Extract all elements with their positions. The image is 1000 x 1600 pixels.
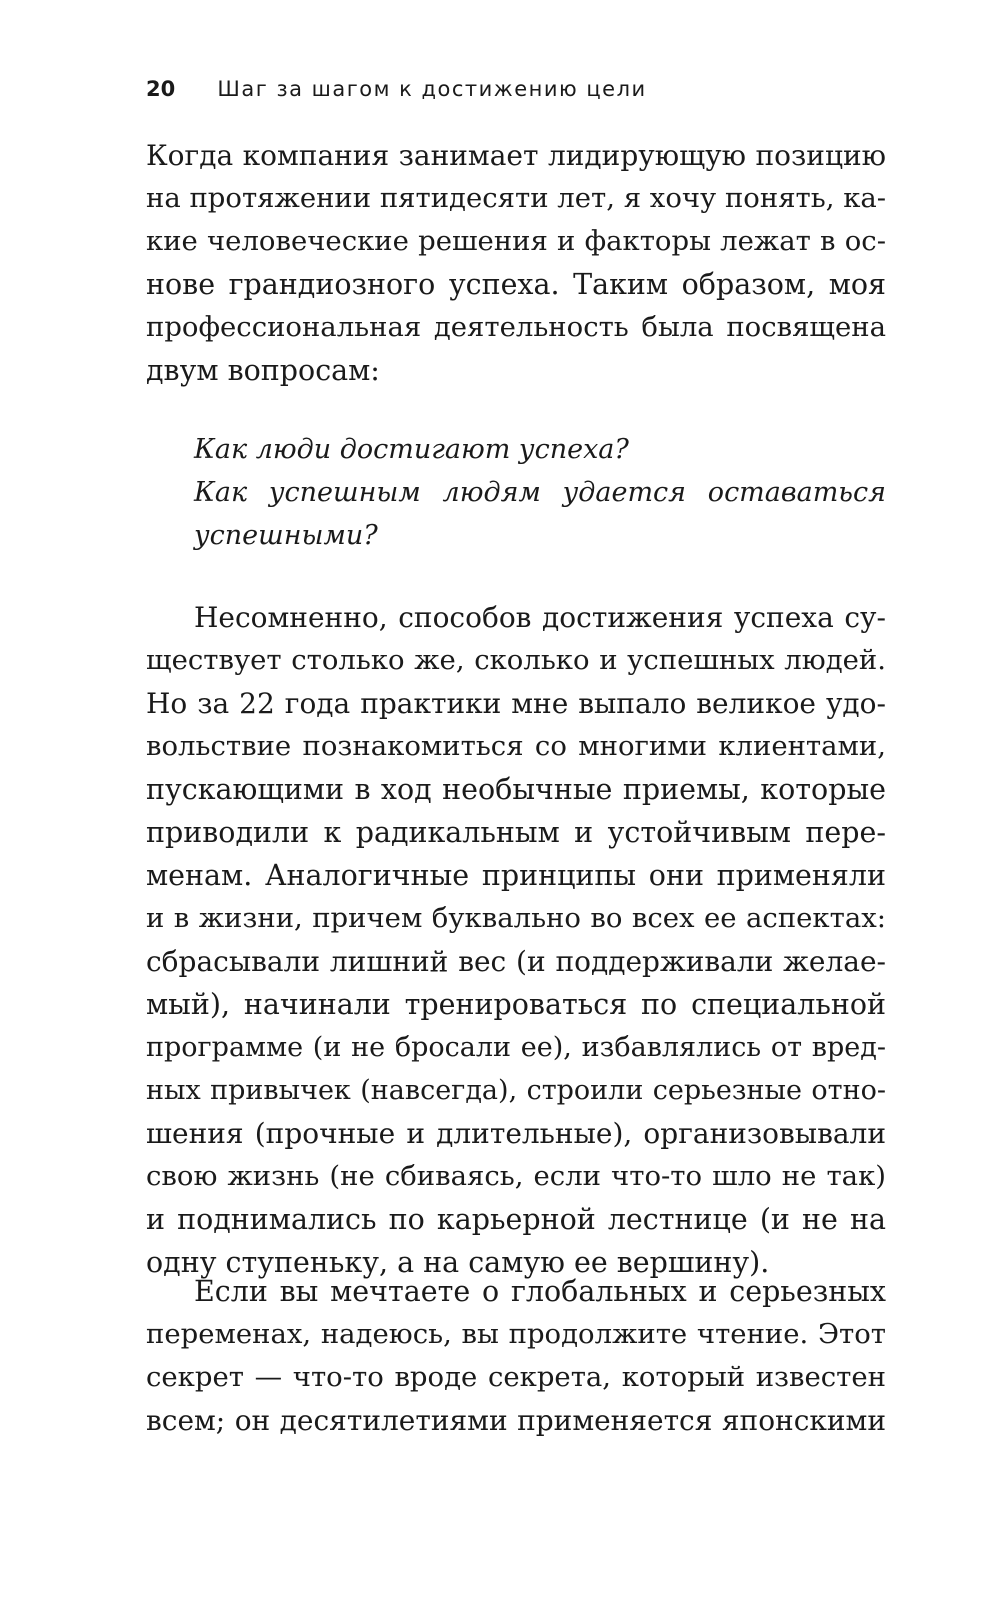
paragraph-1 [146, 134, 886, 392]
running-title: Шаг за шагом к достижению цели [217, 77, 647, 101]
text-line: двум вопросам: [146, 354, 380, 387]
text-line: кие человеческие решения и факторы лежат в ос- [146, 225, 886, 257]
text-line: Если вы мечтаете о глобальных и серьезных [194, 1275, 886, 1308]
text-line: одну ступеньку, а на самую ее вершину). [146, 1246, 770, 1279]
text-line: Несомненно, способов достижения успеха су- [194, 601, 886, 634]
text-line: всем; он десятилетиями применяется японскими [146, 1404, 886, 1437]
paragraph-3 [146, 1270, 886, 1442]
text-line: пускающими в ход необычные приемы, которые [146, 773, 886, 806]
quote-line: Как люди достигают успеха? [194, 434, 629, 465]
text-line: и в жизни, причем буквально во всех ее аспектах: [146, 902, 886, 934]
running-header [146, 74, 886, 104]
text-line: вольствие познакомиться со многими клиентами, [146, 730, 886, 762]
text-line: нове грандиозного успеха. Таким образом, моя [146, 268, 886, 301]
text-line: шения (прочные и длительные), организовывали [146, 1117, 886, 1150]
text-line: секрет — что-то вроде секрета, который известен [146, 1361, 886, 1393]
text-line: ществует столько же, сколько и успешных людей. [146, 644, 886, 676]
quote-line: Как успешным людям удается оставаться [194, 477, 886, 508]
text-line: и поднимались по карьерной лестнице (и не на [146, 1203, 886, 1236]
quote-line: успешными? [194, 520, 378, 551]
text-line: Но за 22 года практики мне выпало великое удо- [146, 687, 886, 720]
text-line: переменах, надеюсь, вы продолжите чтение. Этот [146, 1318, 886, 1350]
text-line: сбрасывали лишний вес (и поддерживали желае- [146, 945, 886, 978]
text-line: Когда компания занимает лидирующую позицию [146, 139, 886, 172]
text-line: на протяжении пятидесяти лет, я хочу понять, ка- [146, 182, 887, 214]
text-line: мый), начинали тренироваться по специальной [146, 988, 886, 1021]
text-line: ных привычек (навсегда), строили серьезные отно- [146, 1075, 886, 1106]
quote-block [194, 428, 886, 557]
text-line: менам. Аналогичные принципы они применяли [146, 859, 886, 892]
text-line: профессиональная деятельность была посвящена [146, 311, 886, 343]
text-line: свою жизнь (не сбиваясь, если что-то шло не так) [146, 1160, 886, 1192]
page-number: 20 [146, 77, 176, 101]
text-line: приводили к радикальным и устойчивым пере- [146, 816, 886, 849]
text-line: программе (и не бросали ее), избавлялись от вред- [146, 1032, 886, 1063]
paragraph-2 [146, 596, 886, 1284]
